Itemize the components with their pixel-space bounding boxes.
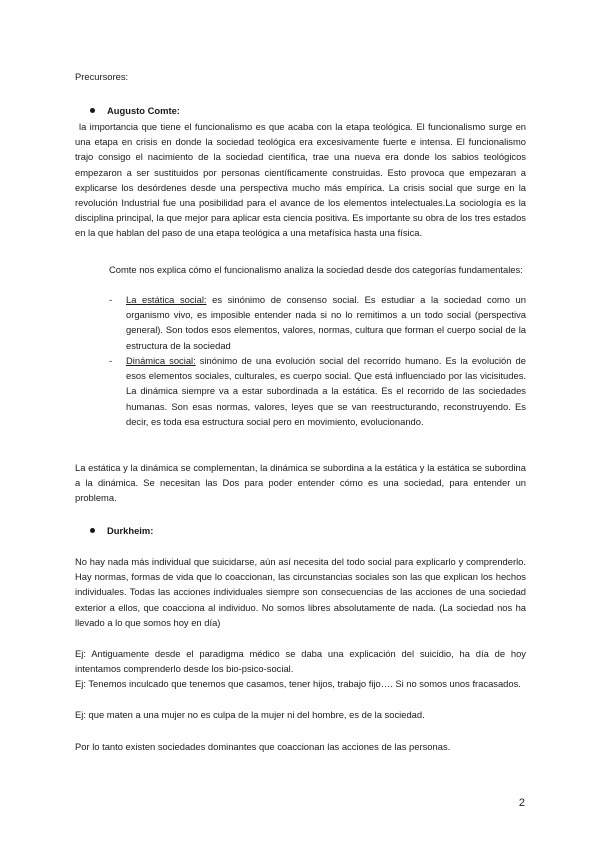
dash-bullet: - xyxy=(109,294,113,305)
example-1: Ej: Antiguamente desde el paradigma médico se daba una explicación del suicidio, ha día de hoy intentamos comprenderlo desde los bio-psico-social. xyxy=(75,648,526,675)
list-item-dinamica xyxy=(109,353,526,429)
text-estatica: es sinónimo de consenso social. Es estudiar a la sociedad como un organismo vivo, es imposible entender nada si no lo remitimos a un todo social (perspectiva general). Son todos esos elementos, valores, normas, cultura que forman el cuerpo social de la estructura de la sociedad xyxy=(126,294,526,351)
term-estatica: La estática social: xyxy=(126,294,207,305)
example-3: Ej: que maten a una mujer no es culpa de la mujer ni del hombre, es de la sociedad. xyxy=(75,709,425,720)
comte-title: Augusto Comte: xyxy=(107,105,180,116)
durkheim-closing: Por lo tanto existen sociedades dominantes que coaccionan las acciones de las personas. xyxy=(75,741,451,752)
bullet-icon xyxy=(90,528,95,533)
durkheim-paragraph: No hay nada más individual que suicidarse, aún así necesita del todo social para explicarlo y comprenderlo. Hay normas, formas de vida que lo coaccionan, las circunstancias sociales son las que explican los hechos individuales. Todas las acciones individuales siempre son consecuencias de las acciones de una sociedad exterior a ellos, que coacciona al individuo. No somos libres absolutamente de nada. (La sociedad nos ha llevado a lo que somos hoy en día) xyxy=(75,556,526,628)
example-2: Ej: Tenemos inculcado que tenemos que casamos, tener hijos, trabajo fijo…. Si no somos unos fracasados. xyxy=(75,678,521,689)
comte-paragraph: la importancia que tiene el funcionalismo es que acaba con la etapa teológica. El funcionalismo surge en una etapa en crisis en donde la sociedad teológica era excesivamente fuerte e intensa. El funcionalismo trajo consigo el nacimiento de la sociedad científica, trae una nueva era donde los sabios teológicos empezaron a ser sustituidos por personas científicamente construidas. Esto provoca que empezaran a explicarse los desórdenes desde una perspectiva mucho más empírica. La crisis social que surge en la revolución Industrial fue una posibilidad para el avance de los elementos intelectuales.La sociología es la disciplina principal, la que mejor para aplicar esta ciencia positiva. Es importante su obra de los tres estados en la que hablan del paso de una etapa teológica a una metafísica hasta una física. xyxy=(75,121,526,239)
section-heading: Precursores: xyxy=(75,71,129,82)
bullet-durkheim xyxy=(90,523,153,538)
list-item-estatica xyxy=(109,292,526,353)
page-number: 2 xyxy=(518,797,525,809)
durkheim-title: Durkheim: xyxy=(107,525,154,536)
dash-bullet: - xyxy=(109,355,113,366)
comte-intro: Comte nos explica cómo el funcionalismo analiza la sociedad desde dos categorías fundamentales: xyxy=(109,264,523,275)
comte-conclusion: La estática y la dinámica se complementan, la dinámica se subordina a la estática y la estática se subordina a la dinámica. Se necesitan las Dos para poder entender cómo es una sociedad, para entender un problema. xyxy=(75,462,526,504)
term-dinamica: Dinámica social: xyxy=(126,355,196,366)
bullet-icon xyxy=(90,108,95,113)
text-dinamica: sinónimo de una evolución social del recorrido humano. Es la evolución de esos elementos sociales, culturales, es cuerpo social. Que está influenciado por las vicisitudes. La dinámica siempre va a estar subordinada a la estática. Es el recorrido de las sociedades humanas. Son esas normas, valores, leyes que se van reestructurando, reconstruyendo. Es decir, es toda esa estructura social pero en movimiento, evolucionando. xyxy=(126,355,526,427)
bullet-comte xyxy=(90,103,180,118)
